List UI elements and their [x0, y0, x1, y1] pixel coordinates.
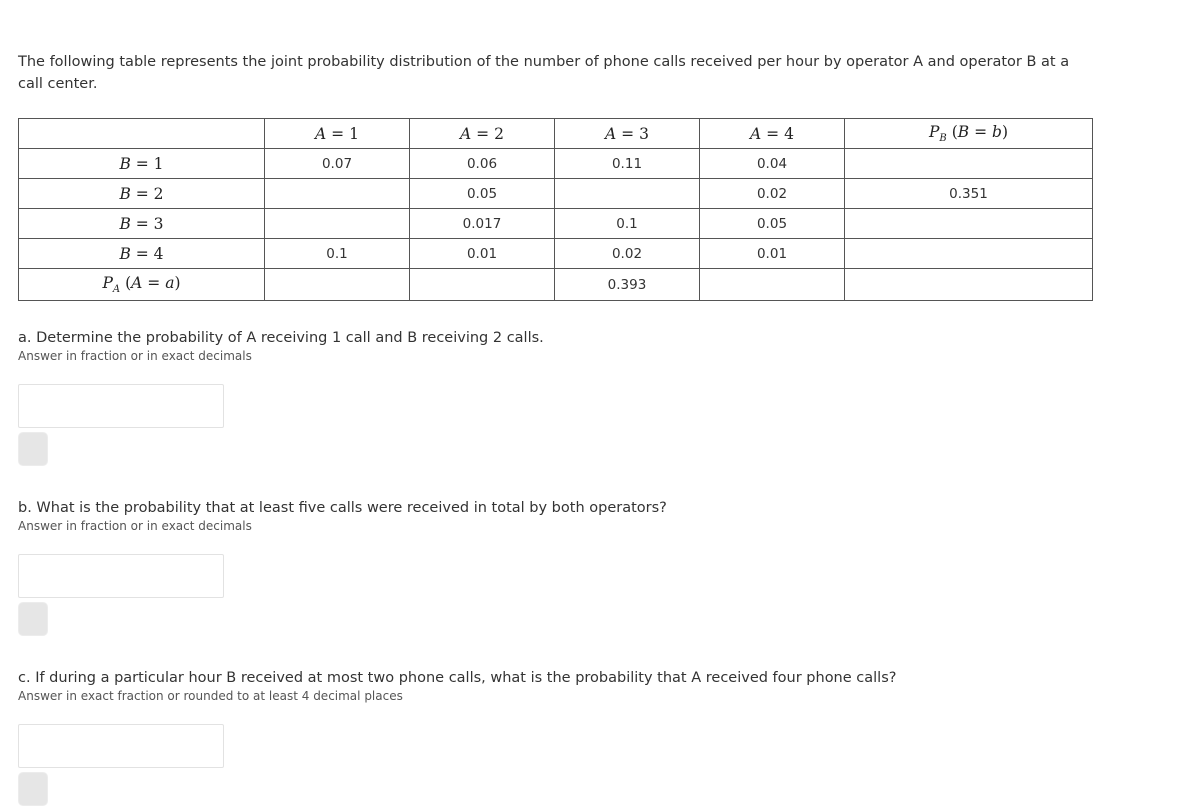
- problem-intro: The following table represents the joint probability distribution of the number of phone calls received per hour by operator A and operator B at a call center.: [18, 54, 1070, 92]
- table-cell: 0.02: [555, 239, 700, 269]
- table-cell: 0.1: [265, 239, 410, 269]
- table-cell: [845, 149, 1093, 179]
- row-label-b1: B = 1: [19, 149, 265, 179]
- question-c-hint: Answer in exact fraction or rounded to at least 4 decimal places: [18, 689, 403, 703]
- answer-b-button[interactable]: [18, 602, 48, 636]
- table-row: [19, 239, 1093, 269]
- table-cell: [845, 239, 1093, 269]
- row-label-marginal-a: $P_A$ (A = a): [19, 269, 265, 301]
- table-cell: [265, 269, 410, 301]
- header-a4: A = 4: [700, 119, 845, 149]
- table-cell: 0.01: [700, 239, 845, 269]
- answer-a-input[interactable]: [18, 384, 224, 428]
- table-cell: 0.393: [555, 269, 700, 301]
- table-cell: [845, 269, 1093, 301]
- question-a-hint: Answer in fraction or in exact decimals: [18, 349, 252, 363]
- table-cell: 0.11: [555, 149, 700, 179]
- row-label-b4: B = 4: [19, 239, 265, 269]
- answer-c-button[interactable]: [18, 772, 48, 806]
- table-cell: 0.05: [410, 179, 555, 209]
- question-c-text: c. If during a particular hour B received at most two phone calls, what is the probability that A received four phone calls?: [18, 670, 897, 686]
- table-cell: 0.02: [700, 179, 845, 209]
- table-cell: [845, 209, 1093, 239]
- answer-a-button[interactable]: [18, 432, 48, 466]
- question-a-text: a. Determine the probability of A receiving 1 call and B receiving 2 calls.: [18, 330, 544, 346]
- table-cell: 0.04: [700, 149, 845, 179]
- header-corner: [19, 119, 265, 149]
- table-cell: 0.1: [555, 209, 700, 239]
- header-marginal-b: $P_B$ (B = b): [845, 119, 1093, 149]
- table-cell: [265, 179, 410, 209]
- question-b-text: b. What is the probability that at least five calls were received in total by both operators?: [18, 500, 667, 516]
- table-cell: 0.017: [410, 209, 555, 239]
- header-a3: A = 3: [555, 119, 700, 149]
- question-c: [18, 668, 1118, 704]
- question-a: [18, 328, 1118, 364]
- question-b: [18, 498, 1118, 534]
- table-row: [19, 149, 1093, 179]
- table-cell: [700, 269, 845, 301]
- table-row: [19, 179, 1093, 209]
- table-cell: 0.06: [410, 149, 555, 179]
- table-cell: [265, 209, 410, 239]
- table-cell: [555, 179, 700, 209]
- header-a1: A = 1: [265, 119, 410, 149]
- table-cell: [410, 269, 555, 301]
- table-cell: 0.01: [410, 239, 555, 269]
- joint-distribution-table: [18, 118, 1093, 301]
- table-cell: 0.351: [845, 179, 1093, 209]
- table-row-marginal-a: [19, 269, 1093, 301]
- header-a2: A = 2: [410, 119, 555, 149]
- table-header-row: [19, 119, 1093, 149]
- row-label-b3: B = 3: [19, 209, 265, 239]
- table-cell: 0.07: [265, 149, 410, 179]
- question-b-hint: Answer in fraction or in exact decimals: [18, 519, 252, 533]
- table-row: [19, 209, 1093, 239]
- answer-c-input[interactable]: [18, 724, 224, 768]
- answer-b-input[interactable]: [18, 554, 224, 598]
- row-label-b2: B = 2: [19, 179, 265, 209]
- table-cell: 0.05: [700, 209, 845, 239]
